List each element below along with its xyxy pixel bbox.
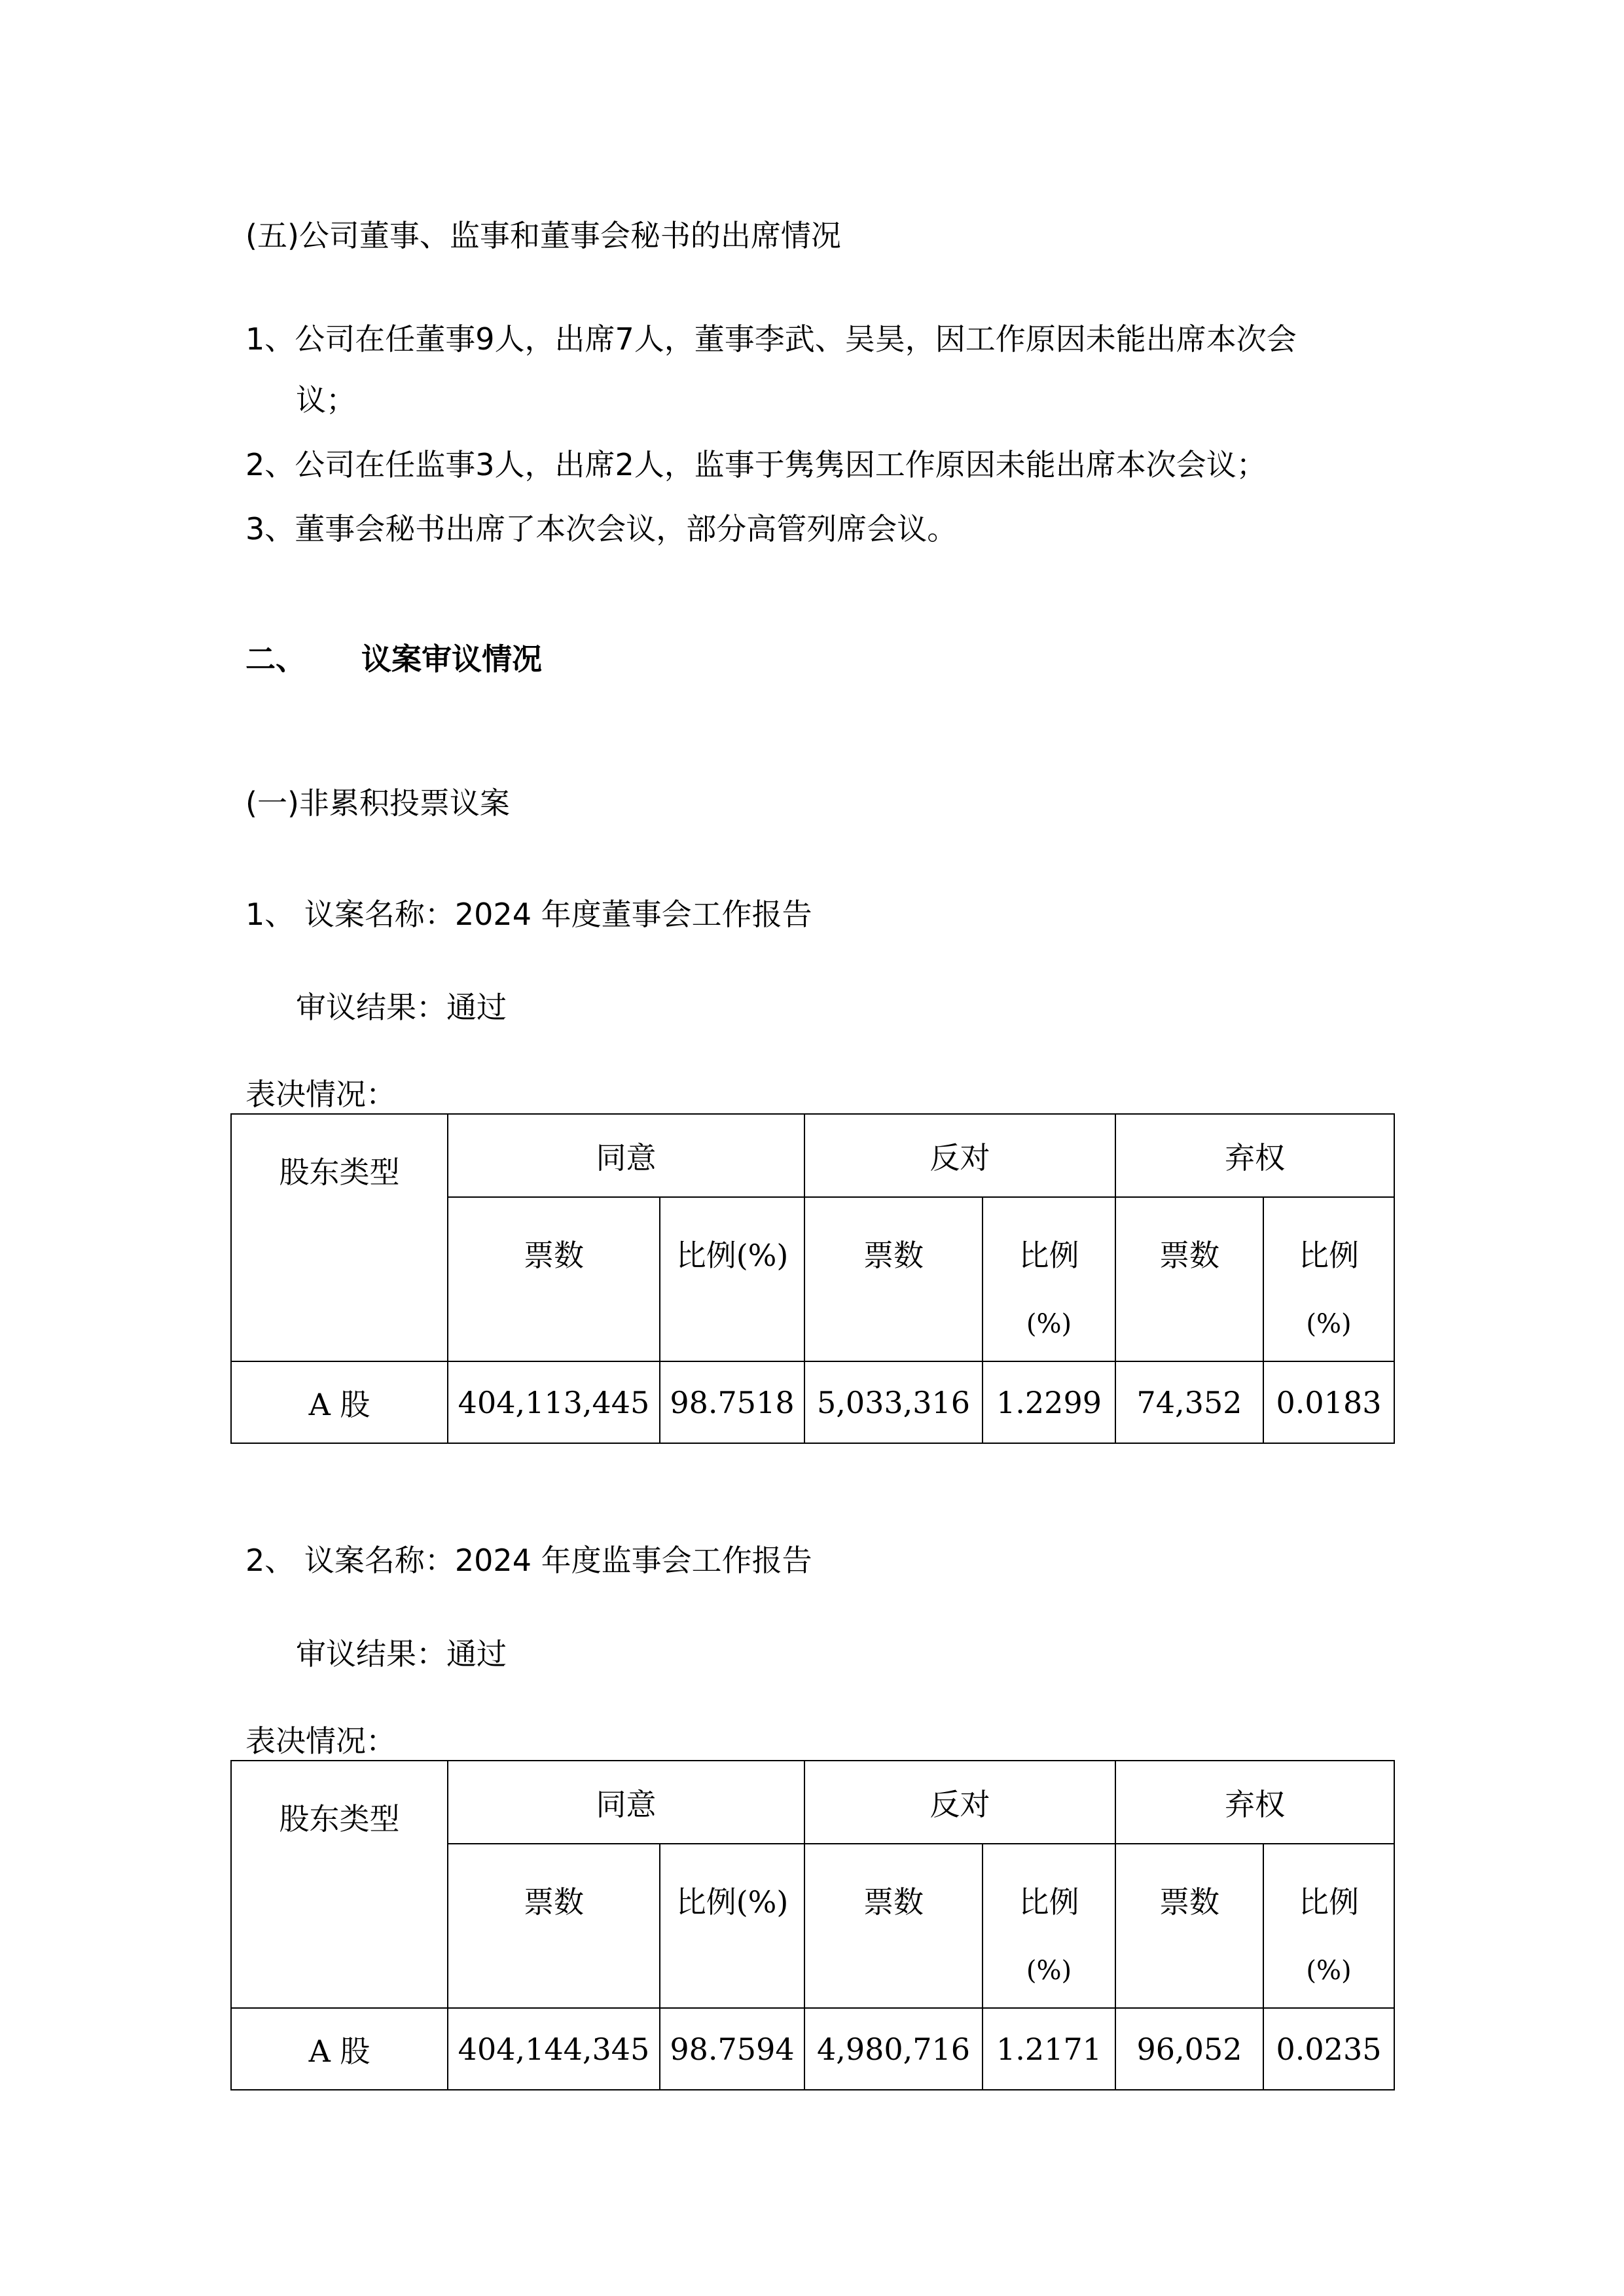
percent-label: (%) xyxy=(1306,1956,1352,1986)
attendance-item-1: 1、公司在任董事9人，出席7人，董事李武、吴昊，因工作原因未能出席本次会 xyxy=(245,321,1297,357)
attendance-item-1-cont: 议； xyxy=(296,382,356,418)
cell-abstain-votes: 74,352 xyxy=(1115,1361,1263,1443)
header-abstain-ratio xyxy=(1263,1197,1394,1361)
proposal-1-vote-label: 表决情况： xyxy=(245,1077,396,1112)
cell-against-ratio: 1.2299 xyxy=(983,1361,1115,1443)
header-abstain-votes: 票数 xyxy=(1115,1844,1263,2008)
header-agree-ratio: 比例(%) xyxy=(660,1844,804,2008)
header-against-ratio xyxy=(983,1844,1115,2008)
cell-agree-votes: 404,113,445 xyxy=(448,1361,660,1443)
header-agree-votes: 票数 xyxy=(448,1197,660,1361)
percent-label: (%) xyxy=(1026,1309,1072,1339)
table-row xyxy=(231,2008,1394,2090)
cell-type: A 股 xyxy=(231,2008,448,2090)
cell-agree-votes: 404,144,345 xyxy=(448,2008,660,2090)
header-against-votes: 票数 xyxy=(804,1844,983,2008)
cell-abstain-ratio: 0.0235 xyxy=(1263,2008,1394,2090)
cell-against-ratio: 1.2171 xyxy=(983,2008,1115,2090)
subsection-heading: (一)非累积投票议案 xyxy=(245,785,510,821)
attendance-heading: (五)公司董事、监事和董事会秘书的出席情况 xyxy=(245,218,841,253)
section-number: 二、 xyxy=(245,641,306,677)
header-agree: 同意 xyxy=(448,1114,804,1197)
proposal-2-result: 审议结果：通过 xyxy=(296,1636,507,1672)
cell-abstain-votes: 96,052 xyxy=(1115,2008,1263,2090)
proposal-2-vote-label: 表决情况： xyxy=(245,1723,396,1759)
attendance-item-2: 2、公司在任监事3人，出席2人，监事于隽隽因工作原因未能出席本次会议； xyxy=(245,447,1267,482)
cell-against-votes: 5,033,316 xyxy=(804,1361,983,1443)
table-row xyxy=(231,1361,1394,1443)
header-against: 反对 xyxy=(804,1114,1115,1197)
header-agree: 同意 xyxy=(448,1761,804,1844)
proposal-2-title: 2、 议案名称：2024 年度监事会工作报告 xyxy=(245,1543,812,1578)
header-shareholder-type: 股东类型 xyxy=(231,1761,448,2008)
header-against: 反对 xyxy=(804,1761,1115,1844)
header-abstain-ratio xyxy=(1263,1844,1394,2008)
header-abstain: 弃权 xyxy=(1115,1761,1394,1844)
attendance-item-3: 3、董事会秘书出席了本次会议，部分高管列席会议。 xyxy=(245,511,958,547)
vote-table-2 xyxy=(230,1760,1395,2090)
ratio-label: 比例 xyxy=(1299,1238,1359,1273)
cell-agree-ratio: 98.7518 xyxy=(660,1361,804,1443)
percent-label: (%) xyxy=(1306,1309,1352,1339)
vote-table-1 xyxy=(230,1113,1395,1444)
cell-agree-ratio: 98.7594 xyxy=(660,2008,804,2090)
cell-abstain-ratio: 0.0183 xyxy=(1263,1361,1394,1443)
ratio-label: 比例 xyxy=(1299,1884,1359,1920)
header-abstain: 弃权 xyxy=(1115,1114,1394,1197)
percent-label: (%) xyxy=(1026,1956,1072,1986)
header-abstain-votes: 票数 xyxy=(1115,1197,1263,1361)
header-agree-ratio: 比例(%) xyxy=(660,1197,804,1361)
ratio-label: 比例 xyxy=(1019,1884,1079,1920)
cell-against-votes: 4,980,716 xyxy=(804,2008,983,2090)
header-shareholder-type: 股东类型 xyxy=(231,1114,448,1361)
header-against-ratio xyxy=(983,1197,1115,1361)
section-title: 议案审议情况 xyxy=(361,641,542,677)
proposal-1-title: 1、 议案名称：2024 年度董事会工作报告 xyxy=(245,897,812,932)
proposal-1-result: 审议结果：通过 xyxy=(296,990,507,1025)
cell-type: A 股 xyxy=(231,1361,448,1443)
header-against-votes: 票数 xyxy=(804,1197,983,1361)
ratio-label: 比例 xyxy=(1019,1238,1079,1273)
header-agree-votes: 票数 xyxy=(448,1844,660,2008)
